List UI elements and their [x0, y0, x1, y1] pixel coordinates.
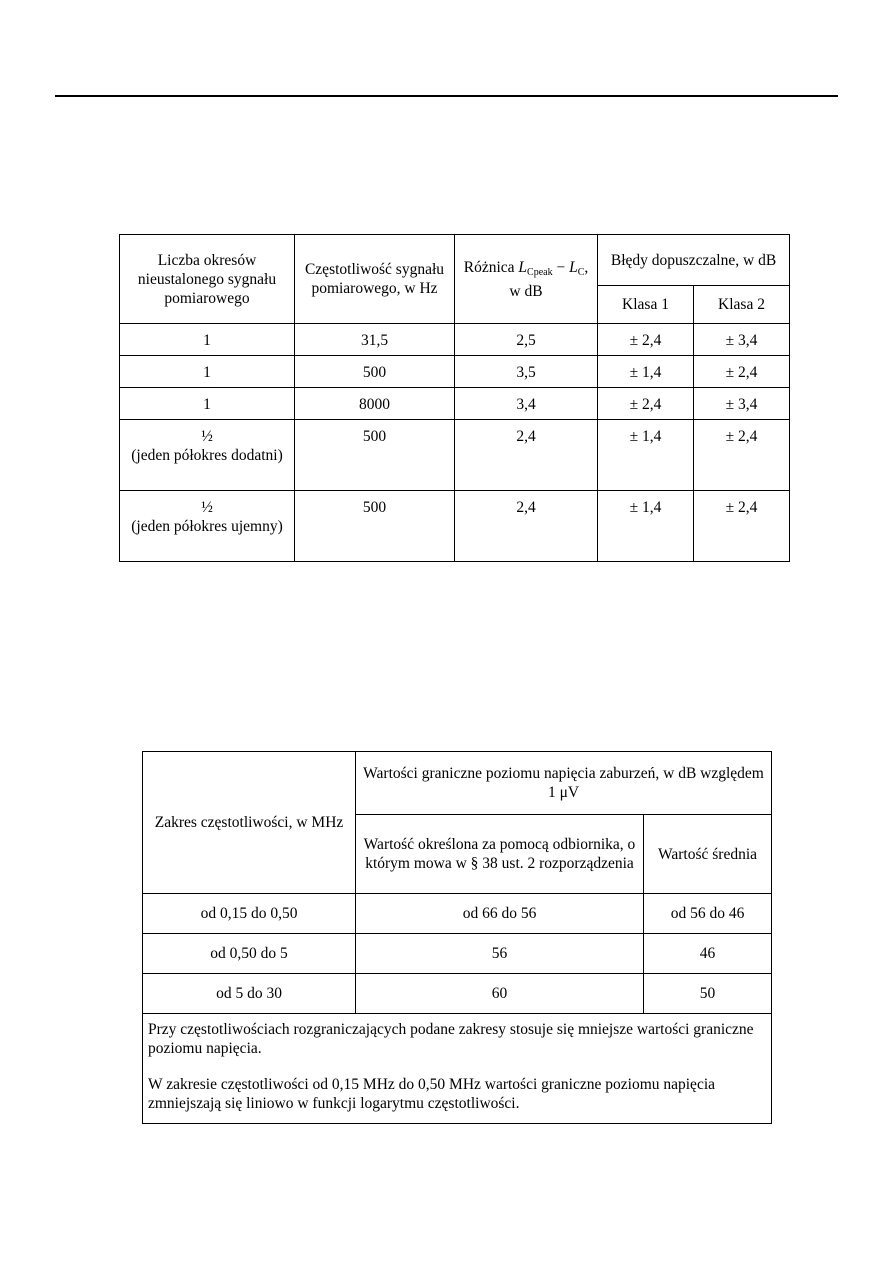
header-class2: Klasa 2	[694, 286, 790, 324]
top-rule	[55, 95, 838, 97]
table-row	[143, 934, 772, 974]
cell-class2: ± 3,4	[694, 388, 790, 420]
cell-difference: 2,4	[455, 491, 598, 562]
cell-frequency: 500	[295, 491, 455, 562]
cell-frequency: 500	[295, 420, 455, 491]
cell-class1: ± 1,4	[598, 491, 694, 562]
cell-difference: 2,4	[455, 420, 598, 491]
cell-range: od 0,50 do 5	[143, 934, 356, 974]
cell-average: 46	[644, 934, 772, 974]
header-errors: Błędy dopuszczalne, w dB	[598, 235, 790, 286]
table-row	[120, 388, 790, 420]
cell-class1: ± 1,4	[598, 420, 694, 491]
header-difference: Różnica $L_{Cpeak} - L_C$, w dB	[455, 235, 598, 324]
cell-periods: 1	[120, 356, 295, 388]
cell-frequency: 8000	[295, 388, 455, 420]
cell-periods: 1	[120, 324, 295, 356]
table-row	[120, 420, 790, 491]
cell-difference: 3,4	[455, 388, 598, 420]
header-periods: Liczba okresów nieustalonego sygnału pomiarowego	[120, 235, 295, 324]
note-paragraph: W zakresie częstotliwości od 0,15 MHz do 0,50 MHz wartości graniczne poziomu napięcia zmniejszają się liniowo w funkcji logarytmu częstotliwości.	[148, 1076, 716, 1112]
cell-class1: ± 1,4	[598, 356, 694, 388]
cell-frequency: 31,5	[295, 324, 455, 356]
table-row	[120, 356, 790, 388]
cell-periods: ½ (jeden półokres ujemny)	[120, 491, 295, 562]
cell-class2: ± 2,4	[694, 420, 790, 491]
cell-receiver: 56	[356, 934, 644, 974]
table-measurement-errors	[119, 234, 790, 562]
cell-class2: ± 3,4	[694, 324, 790, 356]
table-notes	[143, 1014, 772, 1124]
cell-difference: 2,5	[455, 324, 598, 356]
cell-frequency: 500	[295, 356, 455, 388]
cell-class1: ± 2,4	[598, 324, 694, 356]
cell-periods: ½ (jeden półokres dodatni)	[120, 420, 295, 491]
cell-class1: ± 2,4	[598, 388, 694, 420]
cell-range: od 5 do 30	[143, 974, 356, 1014]
table-row	[120, 491, 790, 562]
cell-average: 50	[644, 974, 772, 1014]
table-row	[143, 894, 772, 934]
table-voltage-limits	[142, 751, 772, 1124]
header-range: Zakres częstotliwości, w MHz	[143, 752, 356, 894]
header-class1: Klasa 1	[598, 286, 694, 324]
table-row	[143, 974, 772, 1014]
note-paragraph: Przy częstotliwościach rozgraniczających podane zakresy stosuje się mniejsze wartości graniczne poziomu napięcia.	[148, 1021, 754, 1057]
cell-receiver: od 66 do 56	[356, 894, 644, 934]
cell-average: od 56 do 46	[644, 894, 772, 934]
cell-class2: ± 2,4	[694, 356, 790, 388]
table-row	[120, 324, 790, 356]
cell-class2: ± 2,4	[694, 491, 790, 562]
header-average: Wartość średnia	[644, 815, 772, 894]
header-frequency: Częstotliwość sygnału pomiarowego, w Hz	[295, 235, 455, 324]
header-limits: Wartości graniczne poziomu napięcia zaburzeń, w dB względem 1 μV	[356, 752, 772, 815]
cell-periods: 1	[120, 388, 295, 420]
cell-range: od 0,15 do 0,50	[143, 894, 356, 934]
cell-difference: 3,5	[455, 356, 598, 388]
header-receiver: Wartość określona za pomocą odbiornika, o którym mowa w § 38 ust. 2 rozporządzenia	[356, 815, 644, 894]
cell-receiver: 60	[356, 974, 644, 1014]
